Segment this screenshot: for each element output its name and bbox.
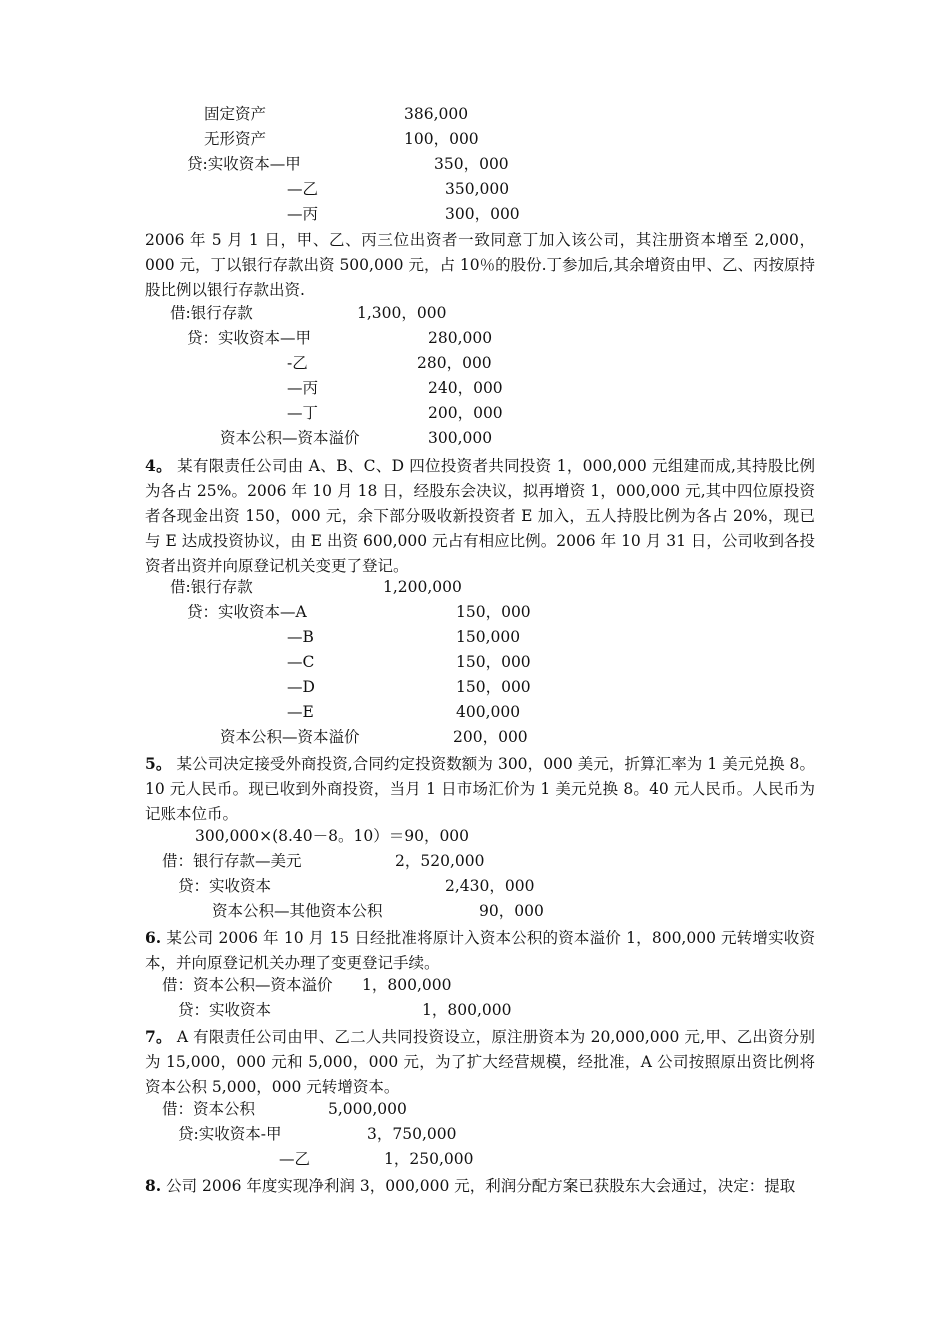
entry-label: —丙: [287, 379, 319, 397]
entry-amount: 400,000: [456, 703, 521, 721]
entry-amount: 100，000: [404, 130, 479, 148]
entry-amount: 300,000: [428, 429, 493, 447]
entry-amount: 1，800,000: [422, 1001, 512, 1019]
entry-label: —B: [287, 628, 314, 646]
entry-label: 无形资产: [204, 130, 267, 148]
entry-amount: 1,200,000: [383, 578, 462, 596]
entry-label: 借:银行存款: [170, 578, 253, 596]
question-text: A 有限责任公司由甲、乙二人共同投资设立，原注册资本为 20,000,000 元,甲、乙出资分别为 15,000，000 元和 5,000，000 元，为了扩大经营规模，经批准，A 公司按照原出资比例将资本公积 5,000，000 元转增资本。: [145, 1028, 815, 1096]
entry-label: —乙: [279, 1150, 311, 1168]
entry-amount: 2,430，000: [445, 877, 535, 895]
entry-label: —丁: [287, 404, 319, 422]
entry-label: 资本公积—资本溢价: [220, 728, 360, 746]
entry-amount: 240，000: [428, 379, 503, 397]
entry-label: 贷:实收资本—甲: [187, 155, 301, 173]
question-text: 某有限责任公司由 A、B、C、D 四位投资者共同投资 1，000,000 元组建而成,其持股比例为各占 25%。2006 年 10 月 18 日，经股东会决议，拟再增资 1，000,000 元,其中四位原投资者各现金出资 150，000 元，余下部分吸收新投资者 E 加入，五人持股比例为各占 20%，现已与 E 达成投资协议，由 E 出资 600,000 元占有相应比例。2006 年 10 月 31 日，公司收到各投资者出资并向原登记机关变更了登记。: [145, 457, 815, 575]
entry-label: —D: [287, 678, 315, 696]
entry-amount: 90，000: [479, 902, 544, 920]
entry-amount: 1，250,000: [384, 1150, 474, 1168]
entry-amount: 300，000: [445, 205, 520, 223]
paragraph-may-2006: 2006 年 5 月 1 日，甲、乙、丙三位出资者一致同意丁加入该公司，其注册资本增至 2,000，000 元，丁以银行存款出资 500,000 元，占 10％的股份.丁参加后,其余增资由甲、乙、丙按原持股比例以银行存款出资.: [145, 231, 815, 299]
calculation: 300,000×(8.40－8。10）＝90，000: [195, 827, 470, 845]
question-5: [145, 751, 815, 827]
question-text: 某公司决定接受外商投资,合同约定投资数额为 300，000 美元，折算汇率为 1 美元兑换 8。10 元人民币。现已收到外商投资，当月 1 日市场汇价为 1 美元兑换 8。40 元人民币。人民币为记账本位币。: [145, 755, 815, 823]
entry-label: 资本公积—其他资本公积: [212, 902, 383, 920]
entry-label: -乙: [287, 354, 308, 372]
question-text: 某公司 2006 年 10 月 15 日经批准将原计入资本公积的资本溢价 1，800,000 元转增实收资本，并向原登记机关办理了变更登记手续。: [145, 929, 815, 972]
entry-amount: 280，000: [417, 354, 492, 372]
question-number: 4。: [145, 456, 172, 475]
question-number: 5。: [145, 754, 172, 773]
question-number: 8.: [145, 1176, 162, 1195]
entry-label: 固定资产: [204, 105, 267, 123]
entry-label: 贷：实收资本—甲: [187, 329, 312, 347]
question-6: [145, 925, 815, 976]
entry-label: 资本公积—资本溢价: [220, 429, 360, 447]
question-4: [145, 453, 815, 579]
entry-amount: 150，000: [456, 653, 531, 671]
entry-label: 贷:实收资本-甲: [178, 1125, 282, 1143]
entry-amount: 200，000: [428, 404, 503, 422]
entry-amount: 2，520,000: [395, 852, 485, 870]
entry-label: 借:银行存款: [170, 304, 253, 322]
entry-label: 借：银行存款—美元: [162, 852, 302, 870]
entry-amount: 386,000: [404, 105, 469, 123]
entry-amount: 280,000: [428, 329, 493, 347]
entry-label: 贷：实收资本—A: [187, 603, 307, 621]
entry-label: 贷：实收资本: [178, 877, 272, 895]
entry-label: 借：资本公积: [162, 1100, 256, 1118]
question-number: 6.: [145, 928, 162, 947]
entry-amount: 200，000: [453, 728, 528, 746]
question-8: [145, 1173, 815, 1199]
entry-amount: 5,000,000: [328, 1100, 407, 1118]
question-number: 7。: [145, 1027, 172, 1046]
entry-label: —乙: [287, 180, 319, 198]
entry-amount: 1，800,000: [362, 976, 452, 994]
entry-label: 借：资本公积—资本溢价: [162, 976, 333, 994]
entry-amount: 350,000: [445, 180, 510, 198]
entry-amount: 1,300，000: [357, 304, 447, 322]
entry-amount: 150,000: [456, 628, 521, 646]
question-text: 公司 2006 年度实现净利润 3，000,000 元，利润分配方案已获股东大会通过，决定：提取: [166, 1177, 796, 1195]
question-7: [145, 1024, 815, 1100]
entry-label: —C: [287, 653, 315, 671]
entry-amount: 3，750,000: [367, 1125, 457, 1143]
entry-amount: 350，000: [434, 155, 509, 173]
entry-label: —丙: [287, 205, 319, 223]
entry-amount: 150，000: [456, 678, 531, 696]
entry-amount: 150，000: [456, 603, 531, 621]
entry-label: 贷：实收资本: [178, 1001, 272, 1019]
entry-label: —E: [287, 703, 314, 721]
